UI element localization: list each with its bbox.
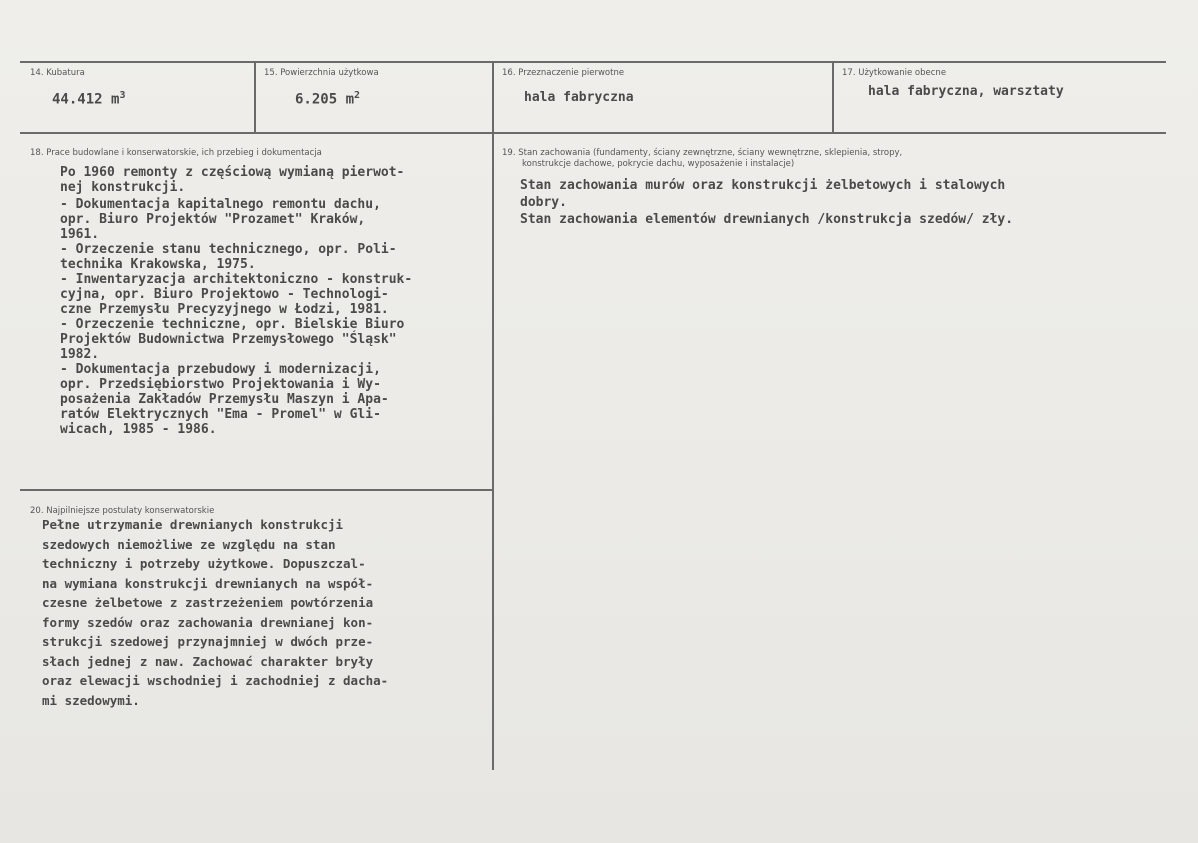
text-line: ratów Elektrycznych "Ema - Promel" w Gli- — [60, 407, 381, 422]
text-line: - Inwentaryzacja architektoniczno - konstruk- — [60, 272, 413, 287]
text-line: 1982. — [60, 347, 100, 362]
field-20-text — [42, 515, 388, 710]
text-line: na wymiana konstrukcji drewnianych na współ- — [42, 575, 374, 591]
col-divider-15-16 — [492, 62, 494, 770]
text-line: Stan zachowania murów oraz konstrukcji żelbetowych i stalowych — [520, 178, 1006, 193]
field-17-label: 17. Użytkowanie obecne — [842, 68, 947, 78]
text-line: Pełne utrzymanie drewnianych konstrukcji — [42, 517, 344, 532]
top-rule — [20, 61, 1166, 63]
field-20-label: 20. Najpilniejsze postulaty konserwatorskie — [30, 506, 215, 516]
field-19-label-line1: 19. Stan zachowania (fundamenty, ściany zewnętrzne, ściany wewnętrzne, sklepienia, stropy, — [502, 148, 903, 158]
field-15-unit-exponent: 2 — [354, 90, 361, 101]
text-line: mi szedowymi. — [42, 692, 140, 708]
text-line: posażenia Zakładów Przemysłu Maszyn i Apa- — [60, 392, 389, 407]
text-line: - Dokumentacja przebudowy i modernizacji, — [60, 362, 381, 377]
text-line: formy szedów oraz zachowania drewnianej kon- — [42, 614, 374, 630]
col-divider-16-17 — [832, 62, 834, 132]
field-19-text — [520, 177, 1013, 228]
text-line: wicach, 1985 - 1986. — [60, 422, 217, 437]
text-line: oraz elewacji wschodniej i zachodniej z dacha- — [42, 673, 389, 688]
text-line: strukcji szedowej przynajmniej w dwóch prze- — [42, 634, 374, 649]
field-16-label: 16. Przeznaczenie pierwotne — [502, 68, 625, 78]
field-16-value: hala fabryczna — [524, 90, 634, 105]
field-19-label-line2: konstrukcje dachowe, pokrycie dachu, wyposażenie i instalacje) — [522, 159, 795, 169]
section-divider-18-20 — [20, 489, 492, 491]
text-line: Projektów Budownictwa Przemysłowego "Śląsk" — [60, 332, 397, 347]
text-line: nej konstrukcji. — [60, 180, 186, 195]
text-line: techniczny i potrzeby użytkowe. Dopuszczal- — [42, 556, 366, 571]
text-line: opr. Przedsiębiorstwo Projektowania i Wy- — [60, 377, 381, 392]
text-line: Po 1960 remonty z częściową wymianą pierwot- — [60, 165, 405, 180]
text-line: opr. Biuro Projektów "Prozamet" Kraków, — [60, 212, 366, 227]
field-18-label: 18. Prace budowlane i konserwatorskie, ich przebieg i dokumentacja — [30, 148, 322, 158]
col-divider-14-15 — [254, 62, 256, 132]
field-15-number: 6.205 m — [295, 91, 355, 108]
field-15-value — [295, 90, 360, 108]
text-line: - Orzeczenie stanu technicznego, opr. Poli- — [60, 242, 397, 257]
text-line: cyjna, opr. Biuro Projektowo - Technologi- — [60, 287, 389, 302]
field-17-value: hala fabryczna, warsztaty — [868, 84, 1064, 99]
field-15-label: 15. Powierzchnia użytkowa — [264, 68, 379, 78]
text-line: szedowych niemożliwe ze względu na stan — [42, 536, 336, 552]
text-line: dobry. — [520, 195, 567, 210]
row-divider — [20, 132, 1166, 134]
text-line: - Orzeczenie techniczne, opr. Bielskie Biuro — [60, 317, 405, 332]
text-line: słach jednej z naw. Zachować charakter bryły — [42, 653, 374, 669]
text-line: technika Krakowska, 1975. — [60, 257, 256, 272]
field-14-number: 44.412 m — [52, 91, 120, 108]
field-14-value — [52, 90, 125, 108]
text-line: czne Przemysłu Precyzyjnego w Łodzi, 1981. — [60, 302, 389, 317]
text-line: czesne żelbetowe z zastrzeżeniem powtórzenia — [42, 595, 374, 610]
field-18-text — [60, 165, 412, 437]
text-line: 1961. — [60, 227, 100, 242]
text-line: - Dokumentacja kapitalnego remontu dachu, — [60, 197, 381, 212]
field-14-unit-exponent: 3 — [119, 90, 126, 101]
text-line: Stan zachowania elementów drewnianych /konstrukcja szedów/ zły. — [520, 212, 1014, 227]
field-14-label: 14. Kubatura — [30, 68, 85, 78]
